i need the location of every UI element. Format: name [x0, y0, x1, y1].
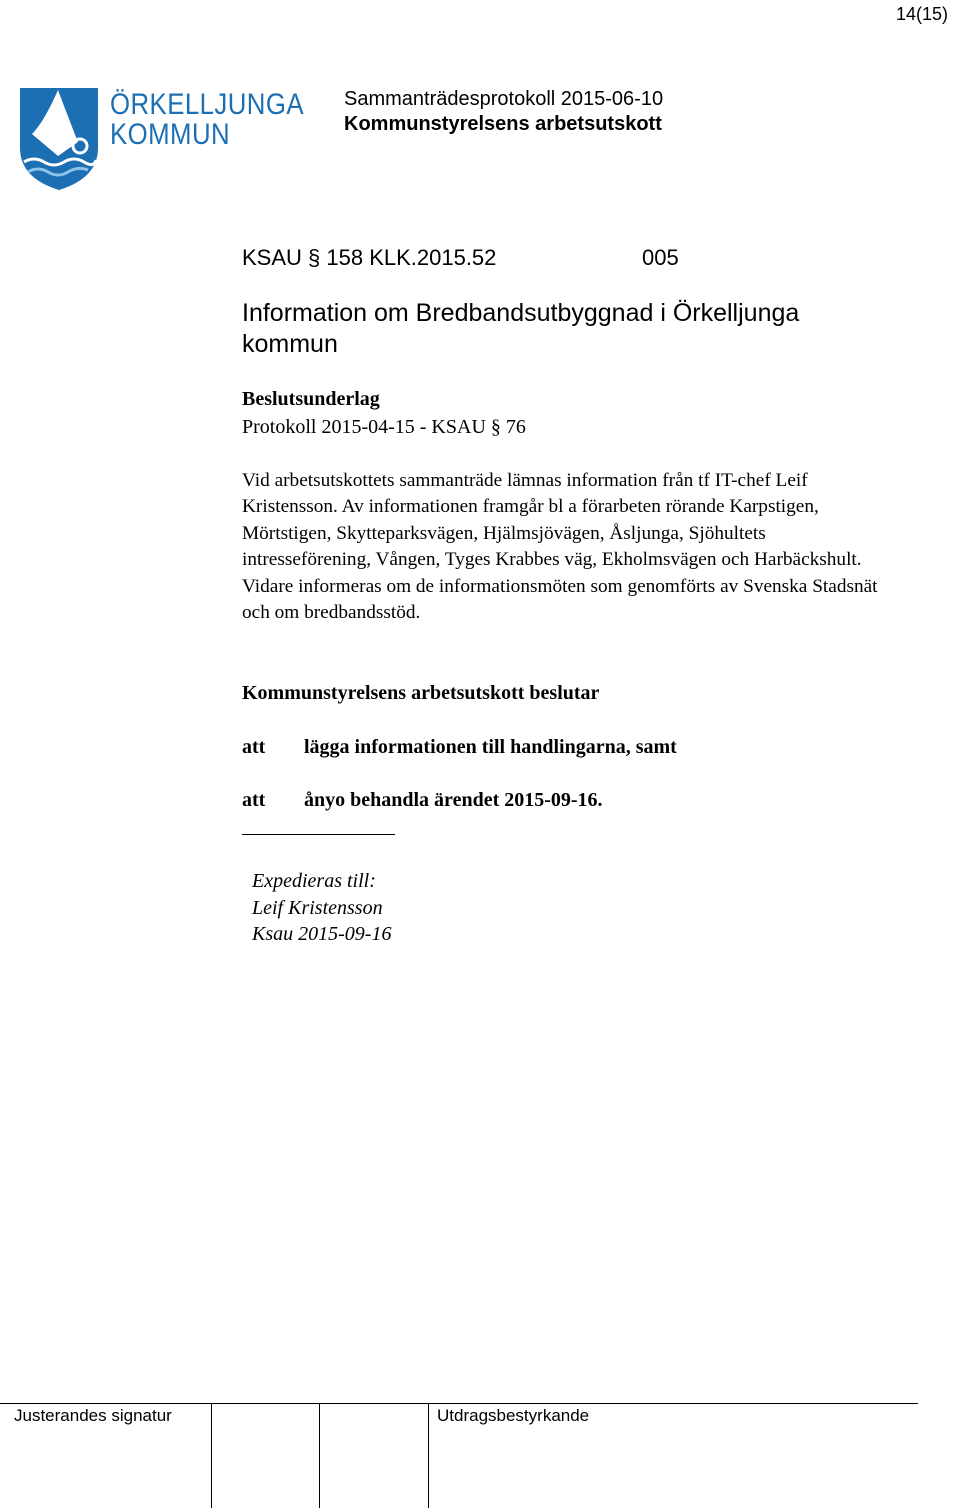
dispatch-recipient: Ksau 2015-09-16 — [252, 923, 392, 945]
signature-label: Justerandes signatur — [14, 1406, 172, 1425]
case-id: KSAU § 158 KLK.2015.52 — [242, 245, 497, 270]
logo-line-2: KOMMUN — [110, 118, 231, 151]
extract-certification-label: Utdragsbestyrkande — [437, 1406, 590, 1425]
decision-item — [242, 736, 677, 759]
logo-line-1: ÖRKELLJUNGA — [110, 88, 304, 121]
dispatch-recipient: Leif Kristensson — [252, 896, 383, 919]
footer-rule — [0, 1403, 918, 1404]
case-reference — [242, 244, 679, 272]
decision-item — [242, 789, 603, 812]
item-heading: Information om Bredbandsutbyggnad i Örkelljunga kommun — [242, 299, 800, 358]
decision-att: att — [242, 736, 266, 758]
decision-basis-label: Beslutsunderlag — [242, 388, 380, 410]
decision-heading: Kommunstyrelsens arbetsutskott beslutar — [242, 682, 600, 704]
decision-att: att — [242, 789, 266, 811]
footer-cell-divider — [319, 1403, 320, 1508]
case-number: 005 — [642, 245, 679, 270]
protocol-title: Sammanträdesprotokoll 2015-06-10 — [344, 88, 664, 110]
committee-name: Kommunstyrelsens arbetsutskott — [344, 113, 662, 135]
dispatch-list — [252, 868, 391, 948]
decision-basis-value: Protokoll 2015-04-15 - KSAU § 76 — [242, 416, 526, 438]
footer-cell-divider — [428, 1403, 429, 1508]
separator-line — [242, 834, 395, 835]
decision-text: ånyo behandla ärendet 2015-09-16. — [304, 789, 603, 811]
page-number: 14(15) — [895, 4, 948, 24]
logo-wordmark — [110, 90, 336, 150]
dispatch-label: Expedieras till: — [252, 870, 376, 892]
footer-cell-divider — [211, 1403, 212, 1508]
decision-text: lägga informationen till handlingarna, samt — [304, 736, 677, 758]
body-paragraph: Vid arbetsutskottets sammanträde lämnas information från tf IT-chef Leif Kristensson. Av informationen framgår bl a förarbeten rörande Karpstigen, Mörtstigen, Skytteparksvägen, Hjälmsjövägen, Åsljunga, Sjöhultets intresseförening, Vången, Tyges Krabbes väg, Ekholmsvägen och Harbäckshult. Vidare informeras om de informationsmöten som genomförts av Svenska Stadsnät och om bredbandsstöd. — [242, 470, 878, 624]
